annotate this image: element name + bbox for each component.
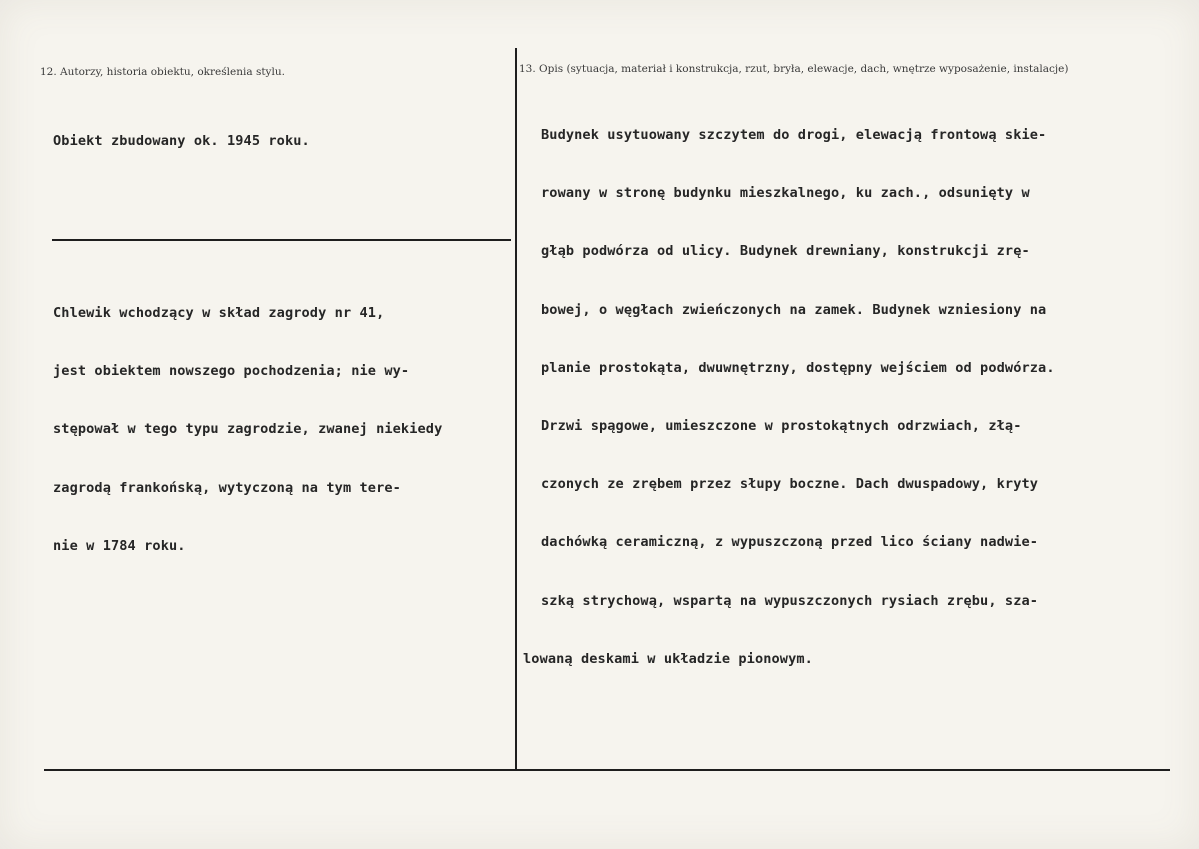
history-line: nie w 1784 roku. bbox=[53, 537, 186, 554]
section-13-label: 13. Opis (sytuacja, materiał i konstrukcja, rzut, bryła, elewacje, dach, wnętrze wyposażenie, instalacje) bbox=[519, 63, 1069, 75]
description-line: Drzwi spągowe, umieszczone w prostokątnych odrzwiach, złą- bbox=[541, 417, 1022, 434]
description-line: Budynek usytuowany szczytem do drogi, elewacją frontową skie- bbox=[541, 127, 1047, 143]
vertical-divider bbox=[515, 48, 517, 770]
history-line: stępował w tego typu zagrodzie, zwanej niekiedy bbox=[53, 421, 443, 438]
description-line: planie prostokąta, dwuwnętrzny, dostępny wejściem od podwórza. bbox=[541, 359, 1055, 376]
description-line: rowany w stronę budynku mieszkalnego, ku zach., odsunięty w bbox=[541, 185, 1030, 202]
description-line: lowaną deskami w układzie pionowym. bbox=[523, 650, 813, 667]
description-line: głąb podwórza od ulicy. Budynek drewniany, konstrukcji zrę- bbox=[541, 243, 1030, 260]
history-text bbox=[53, 268, 442, 591]
description-line: szką strychową, wspartą na wypuszczonych rysiach zrębu, sza- bbox=[541, 592, 1039, 609]
section-13-description bbox=[523, 90, 1055, 704]
section-12-text bbox=[53, 96, 310, 186]
history-line: jest obiektem nowszego pochodzenia; nie wy- bbox=[53, 363, 410, 380]
left-section-divider bbox=[52, 239, 511, 241]
bottom-rule bbox=[44, 769, 1170, 771]
description-line: dachówką ceramiczną, z wypuszczoną przed lico ściany nadwie- bbox=[541, 534, 1039, 551]
description-line: czonych ze zrębem przez słupy boczne. Dach dwuspadowy, kryty bbox=[541, 476, 1039, 493]
description-line: bowej, o węgłach zwieńczonych na zamek. Budynek wzniesiony na bbox=[541, 301, 1047, 318]
history-line: Chlewik wchodzący w skład zagrody nr 41, bbox=[53, 305, 385, 321]
section-12-line: Obiekt zbudowany ok. 1945 roku. bbox=[53, 133, 310, 149]
section-12-label: 12. Autorzy, historia obiektu, określenia stylu. bbox=[40, 66, 285, 78]
history-line: zagrodą frankońską, wytyczoną na tym tere- bbox=[53, 479, 401, 496]
